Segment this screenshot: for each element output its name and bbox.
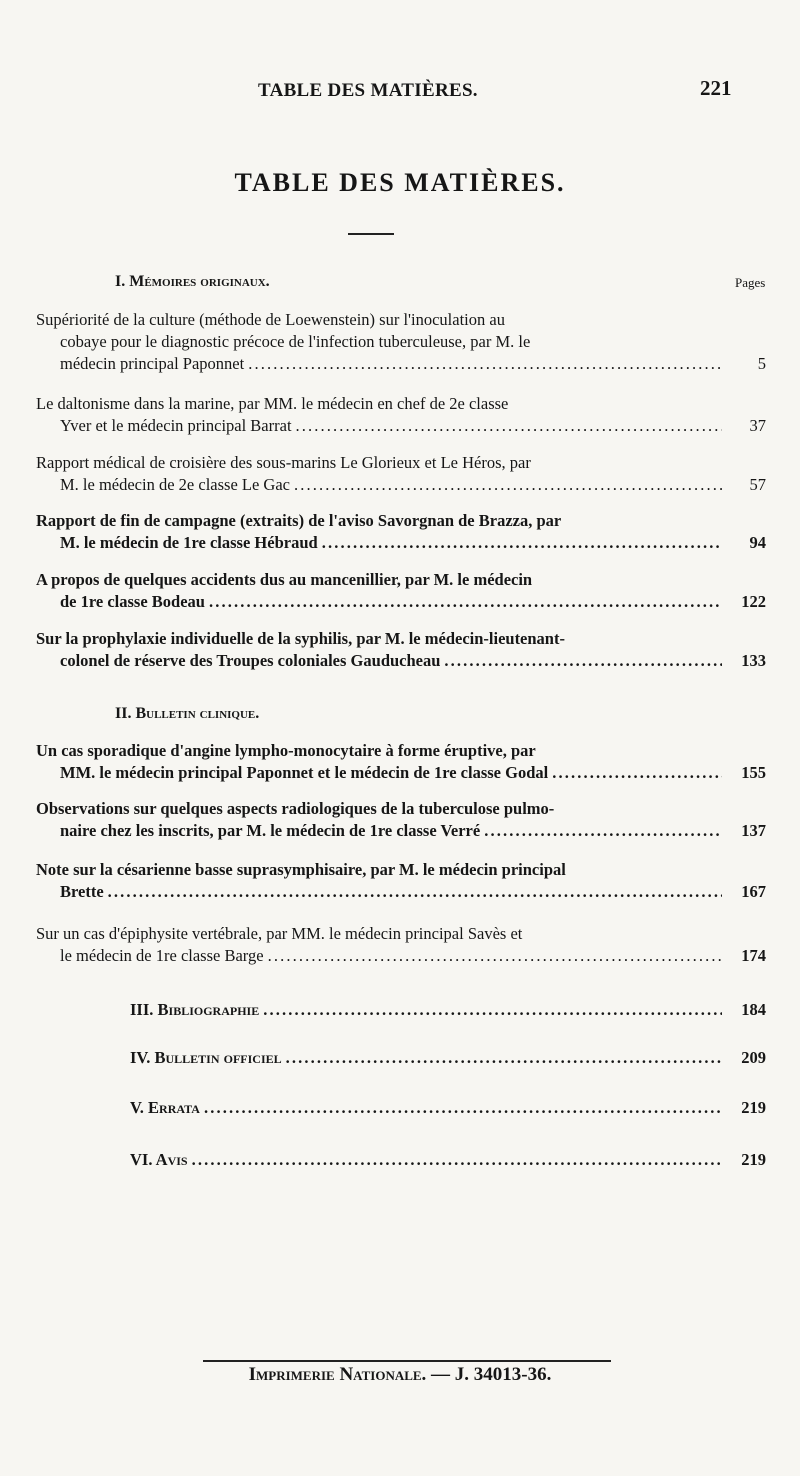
- dot-leader: [322, 532, 722, 554]
- entry-final-line: [36, 353, 766, 375]
- toc-section-6: [130, 1150, 766, 1170]
- entry-final-line: [36, 591, 766, 613]
- dot-leader: [286, 1048, 722, 1068]
- entry-text-line: Brette: [60, 882, 104, 901]
- entry-text-line: cobaye pour le diagnostic précoce de l'infection tuberculeuse, par M. le: [60, 332, 531, 351]
- dot-leader: [294, 474, 722, 496]
- dot-leader: [204, 1098, 722, 1118]
- toc-section-5: [130, 1098, 766, 1118]
- entry-page-number: 174: [741, 946, 766, 965]
- entry-text-line: M. le médecin de 1re classe Hébraud: [60, 533, 318, 552]
- entry-text-line: médecin principal Paponnet: [60, 354, 245, 373]
- entry-page-number: 155: [741, 763, 766, 782]
- entry-text-line: le médecin de 1re classe Barge: [60, 946, 264, 965]
- section-label: IV. Bulletin officiel: [130, 1048, 282, 1067]
- entry-page-number: 5: [757, 354, 766, 373]
- toc-entry-6: [36, 628, 766, 672]
- dot-leader: [108, 881, 722, 903]
- section-label: V. Errata: [130, 1098, 200, 1117]
- entry-final-line: [36, 820, 766, 842]
- entry-text-line: de 1re classe Bodeau: [60, 592, 205, 611]
- toc-section-4: [130, 1048, 766, 1068]
- toc-entry-9: [36, 859, 766, 903]
- dot-leader: [444, 650, 722, 672]
- entry-text-line: A propos de quelques accidents dus au mancenillier, par M. le médecin: [36, 570, 533, 589]
- dot-leader: [192, 1150, 722, 1170]
- entry-final-line: [36, 650, 766, 672]
- toc-entry-7: [36, 740, 766, 784]
- entry-text-line: Note sur la césarienne basse suprasymphisaire, par M. le médecin principal: [36, 860, 566, 879]
- entry-text-line: Rapport de fin de campagne (extraits) de l'aviso Savorgnan de Brazza, par: [36, 511, 562, 530]
- entry-text-line: Sur un cas d'épiphysite vertébrale, par MM. le médecin principal Savès et: [36, 924, 523, 943]
- entry-final-line: [36, 415, 766, 437]
- toc-entry-2: [36, 393, 766, 437]
- entry-text-line: MM. le médecin principal Paponnet et le médecin de 1re classe Godal: [60, 763, 549, 782]
- entry-text-line: Supériorité de la culture (méthode de Loewenstein) sur l'inoculation au: [36, 310, 505, 329]
- section-label: VI. Avis: [130, 1150, 188, 1169]
- entry-final-line: [36, 945, 766, 967]
- toc-entry-5: [36, 569, 766, 613]
- entry-final-line: [36, 881, 766, 903]
- entry-page-number: 137: [741, 821, 766, 840]
- toc-entry-1: [36, 309, 766, 375]
- dot-leader: [268, 945, 722, 967]
- entry-page-number: 167: [741, 882, 766, 901]
- entry-text-line: Observations sur quelques aspects radiologiques de la tuberculose pulmo-: [36, 799, 555, 818]
- entry-final-line: [36, 474, 766, 496]
- toc-entry-3: [36, 452, 766, 496]
- dot-leader: [248, 353, 722, 375]
- section-heading-1: I. Mémoires originaux.: [115, 273, 270, 290]
- toc-entry-8: [36, 798, 766, 842]
- dot-leader: [296, 415, 722, 437]
- section-page-number: 209: [741, 1048, 766, 1067]
- entry-text-line: Rapport médical de croisière des sous-marins Le Glorieux et Le Héros, par: [36, 453, 531, 472]
- entry-text-line: Un cas sporadique d'angine lympho-monocytaire à forme éruptive, par: [36, 741, 536, 760]
- entry-text-line: Sur la prophylaxie individuelle de la syphilis, par M. le médecin-lieutenant-: [36, 629, 565, 648]
- running-title: TABLE DES MATIÈRES.: [258, 80, 478, 101]
- section-page-number: 219: [741, 1098, 766, 1117]
- section-label: III. Bibliographie: [130, 1000, 260, 1019]
- dot-leader: [209, 591, 722, 613]
- page-number: 221: [700, 76, 732, 100]
- dot-leader: [484, 820, 722, 842]
- entry-page-number: 122: [741, 592, 766, 611]
- entry-text-line: Yver et le médecin principal Barrat: [60, 416, 292, 435]
- entry-text-line: naire chez les inscrits, par M. le médecin de 1re classe Verré: [60, 821, 481, 840]
- entry-text-line: colonel de réserve des Troupes coloniales Gauducheau: [60, 651, 441, 670]
- dot-leader: [552, 762, 722, 784]
- entry-page-number: 37: [749, 416, 766, 435]
- imprint-footer: Imprimerie Nationale. — J. 34013-36.: [248, 1364, 552, 1385]
- entry-page-number: 57: [749, 475, 766, 494]
- toc-entry-10: [36, 923, 766, 967]
- toc-section-3: [130, 1000, 766, 1020]
- footer-rule: [203, 1360, 611, 1362]
- dot-leader: [263, 1000, 722, 1020]
- entry-final-line: [36, 762, 766, 784]
- entry-text-line: M. le médecin de 2e classe Le Gac: [60, 475, 290, 494]
- section-page-number: 184: [741, 1000, 766, 1019]
- section-page-number: 219: [741, 1150, 766, 1169]
- page-title: TABLE DES MATIÈRES.: [234, 168, 566, 197]
- title-rule: [348, 233, 394, 235]
- section-heading-2: II. Bulletin clinique.: [115, 705, 260, 722]
- entry-page-number: 94: [749, 533, 766, 552]
- entry-final-line: [36, 532, 766, 554]
- entry-page-number: 133: [741, 651, 766, 670]
- pages-column-label: Pages: [735, 275, 766, 290]
- toc-entry-4: [36, 510, 766, 554]
- entry-text-line: Le daltonisme dans la marine, par MM. le médecin en chef de 2e classe: [36, 394, 509, 413]
